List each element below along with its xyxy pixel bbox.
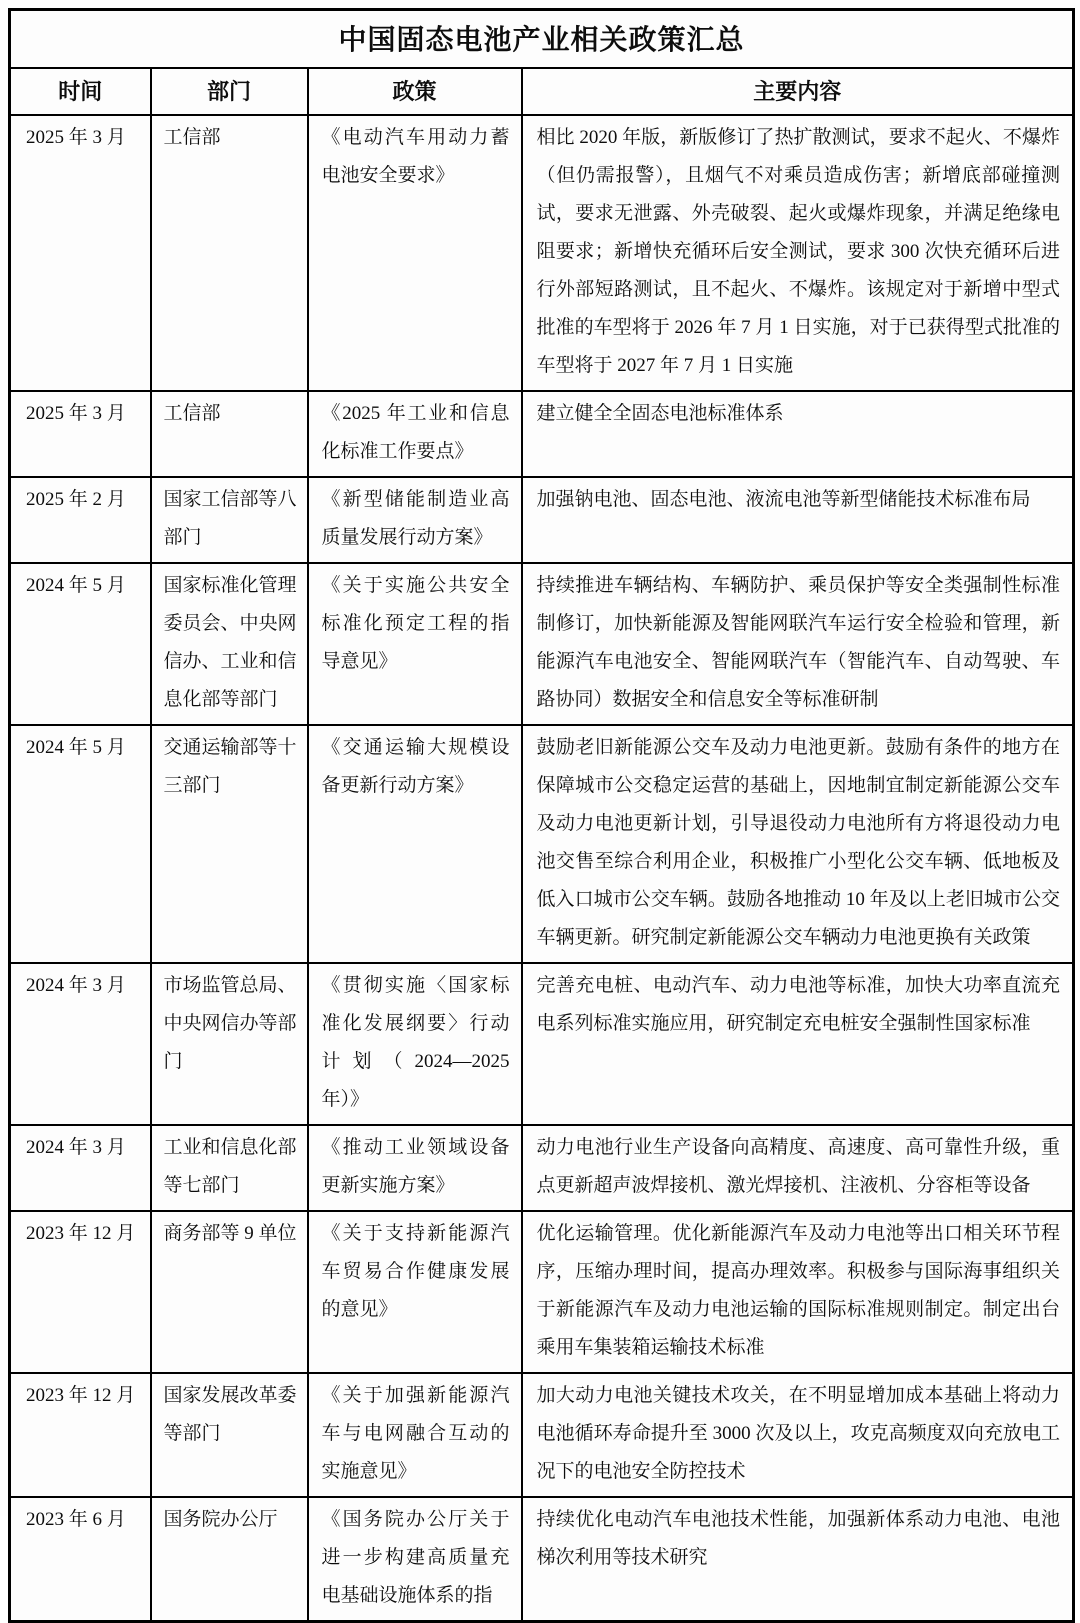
time-cell: 2023 年 12 月 xyxy=(10,1373,151,1497)
table-row xyxy=(10,963,1074,1125)
time-cell: 2024 年 5 月 xyxy=(10,563,151,725)
time-cell: 2025 年 2 月 xyxy=(10,477,151,563)
column-header-content: 主要内容 xyxy=(522,68,1074,115)
table-row xyxy=(10,1497,1074,1622)
table-row xyxy=(10,563,1074,725)
policy-cell: 《电动汽车用动力蓄电池安全要求》 xyxy=(308,115,522,391)
policy-cell: 《推动工业领域设备更新实施方案》 xyxy=(308,1125,522,1211)
policy-summary-table xyxy=(8,8,1075,1623)
time-cell: 2025 年 3 月 xyxy=(10,391,151,477)
policy-cell: 《新型储能制造业高质量发展行动方案》 xyxy=(308,477,522,563)
table-row xyxy=(10,391,1074,477)
table-row xyxy=(10,1125,1074,1211)
content-cell: 优化运输管理。优化新能源汽车及动力电池等出口相关环节程序，压缩办理时间，提高办理效率。积极参与国际海事组织关于新能源汽车及动力电池运输的国际标准规则制定。制定出台乘用车集装箱运输技术标准 xyxy=(522,1211,1074,1373)
time-cell: 2024 年 3 月 xyxy=(10,1125,151,1211)
policy-cell: 《交通运输大规模设备更新行动方案》 xyxy=(308,725,522,963)
content-cell: 持续优化电动汽车电池技术性能，加强新体系动力电池、电池梯次利用等技术研究 xyxy=(522,1497,1074,1622)
content-cell: 相比 2020 年版，新版修订了热扩散测试，要求不起火、不爆炸（但仍需报警），且烟气不对乘员造成伤害；新增底部碰撞测试，要求无泄露、外壳破裂、起火或爆炸现象，并满足绝缘电阻要求；新增快充循环后安全测试，要求 300 次快充循环后进行外部短路测试，且不起火、不爆炸。该规定对于新增中型式批准的车型将于 2026 年 7 月 1 日实施，对于已获得型式批准的车型将于 2027 年 7 月 1 日实施 xyxy=(522,115,1074,391)
title-row xyxy=(10,10,1074,69)
time-cell: 2024 年 3 月 xyxy=(10,963,151,1125)
department-cell: 国家标准化管理委员会、中央网信办、工业和信息化部等部门 xyxy=(151,563,308,725)
content-cell: 加大动力电池关键技术攻关，在不明显增加成本基础上将动力电池循环寿命提升至 3000 次及以上，攻克高频度双向充放电工况下的电池安全防控技术 xyxy=(522,1373,1074,1497)
policy-cell: 《关于加强新能源汽车与电网融合互动的实施意见》 xyxy=(308,1373,522,1497)
content-cell: 持续推进车辆结构、车辆防护、乘员保护等安全类强制性标准制修订，加快新能源及智能网联汽车运行安全检验和管理，新能源汽车电池安全、智能网联汽车（智能汽车、自动驾驶、车路协同）数据安全和信息安全等标准研制 xyxy=(522,563,1074,725)
content-cell: 鼓励老旧新能源公交车及动力电池更新。鼓励有条件的地方在保障城市公交稳定运营的基础上，因地制宜制定新能源公交车及动力电池更新计划，引导退役动力电池所有方将退役动力电池交售至综合利用企业，积极推广小型化公交车辆、低地板及低入口城市公交车辆。鼓励各地推动 10 年及以上老旧城市公交车辆更新。研究制定新能源公交车辆动力电池更换有关政策 xyxy=(522,725,1074,963)
column-header-policy: 政策 xyxy=(308,68,522,115)
department-cell: 工业和信息化部等七部门 xyxy=(151,1125,308,1211)
time-cell: 2023 年 6 月 xyxy=(10,1497,151,1622)
table-title: 中国固态电池产业相关政策汇总 xyxy=(10,10,1074,69)
content-cell: 加强钠电池、固态电池、液流电池等新型储能技术标准布局 xyxy=(522,477,1074,563)
content-cell: 动力电池行业生产设备向高精度、高速度、高可靠性升级，重点更新超声波焊接机、激光焊接机、注液机、分容柜等设备 xyxy=(522,1125,1074,1211)
content-cell: 完善充电桩、电动汽车、动力电池等标准，加快大功率直流充电系列标准实施应用，研究制定充电桩安全强制性国家标准 xyxy=(522,963,1074,1125)
time-cell: 2024 年 5 月 xyxy=(10,725,151,963)
policy-cell: 《国务院办公厅关于进一步构建高质量充电基础设施体系的指 xyxy=(308,1497,522,1622)
column-header-department: 部门 xyxy=(151,68,308,115)
header-row xyxy=(10,68,1074,115)
department-cell: 市场监管总局、中央网信办等部门 xyxy=(151,963,308,1125)
table-row xyxy=(10,115,1074,391)
table-row xyxy=(10,1373,1074,1497)
department-cell: 工信部 xyxy=(151,391,308,477)
department-cell: 交通运输部等十三部门 xyxy=(151,725,308,963)
policy-cell: 《2025 年工业和信息化标准工作要点》 xyxy=(308,391,522,477)
department-cell: 国家工信部等八部门 xyxy=(151,477,308,563)
table-row xyxy=(10,477,1074,563)
time-cell: 2023 年 12 月 xyxy=(10,1211,151,1373)
policy-cell: 《关于实施公共安全标准化预定工程的指导意见》 xyxy=(308,563,522,725)
table-row xyxy=(10,1211,1074,1373)
department-cell: 工信部 xyxy=(151,115,308,391)
department-cell: 商务部等 9 单位 xyxy=(151,1211,308,1373)
table-row xyxy=(10,725,1074,963)
column-header-time: 时间 xyxy=(10,68,151,115)
department-cell: 国务院办公厅 xyxy=(151,1497,308,1622)
time-cell: 2025 年 3 月 xyxy=(10,115,151,391)
department-cell: 国家发展改革委等部门 xyxy=(151,1373,308,1497)
policy-cell: 《贯彻实施〈国家标准化发展纲要〉行动计划（2024—2025 年）》 xyxy=(308,963,522,1125)
policy-cell: 《关于支持新能源汽车贸易合作健康发展的意见》 xyxy=(308,1211,522,1373)
content-cell: 建立健全全固态电池标准体系 xyxy=(522,391,1074,477)
